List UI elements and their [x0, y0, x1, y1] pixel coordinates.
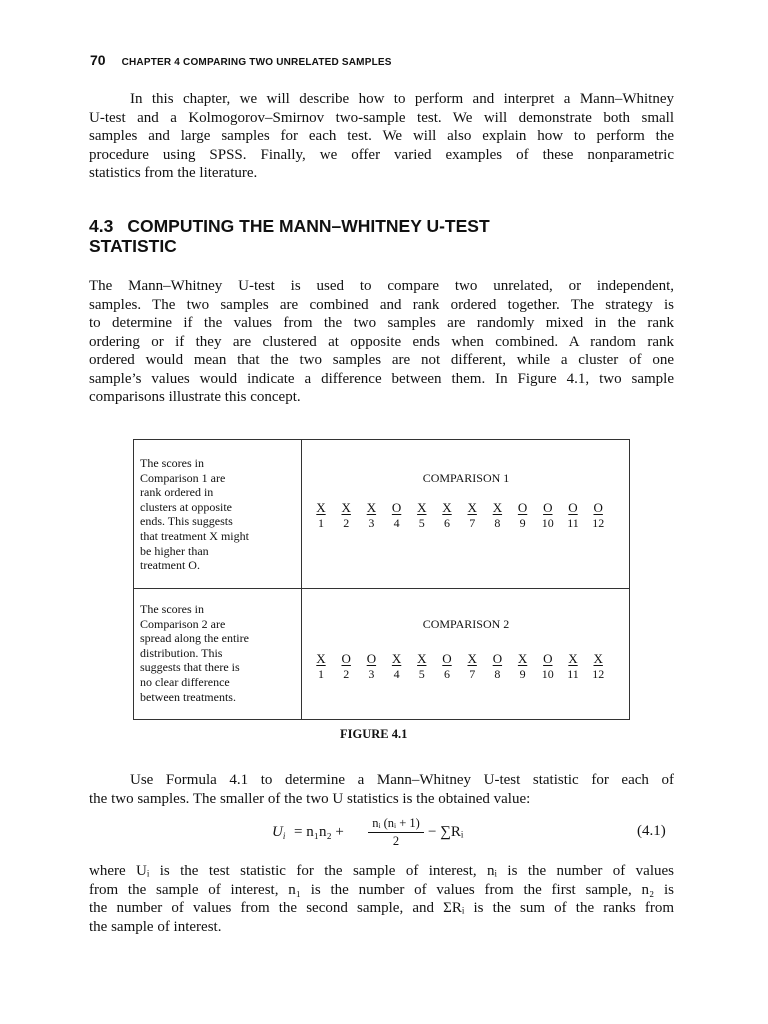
- treatment-mark: X: [366, 500, 377, 515]
- rank-number: 11: [567, 516, 579, 530]
- desc-line: no clear difference: [140, 674, 230, 689]
- desc-line: clusters at opposite: [140, 499, 232, 514]
- section-number: 4.3: [89, 216, 114, 236]
- treatment-mark: X: [593, 651, 603, 666]
- treatment-mark: O: [442, 651, 452, 666]
- equation-fraction: [368, 816, 424, 849]
- section-heading: [89, 216, 490, 256]
- desc-line: that treatment X might: [140, 528, 249, 543]
- rank-number: 2: [343, 667, 350, 681]
- rank-number: 11: [567, 667, 579, 681]
- intro-line: U-test and a Kolmogorov–Smirnov two-sample test. We will demonstrate both small: [89, 109, 674, 126]
- definition-paragraph: [89, 862, 674, 936]
- treatment-mark: X: [442, 500, 452, 515]
- intro-line: procedure using SPSS. Finally, we offer varied examples of these nonparametric: [89, 146, 674, 163]
- rank-number: 3: [368, 516, 375, 530]
- comparison-1-title: COMPARISON 1: [422, 471, 510, 485]
- treatment-mark: O: [543, 651, 553, 666]
- formula-paragraph: [89, 771, 674, 808]
- rank-number: 3: [368, 667, 375, 681]
- equation-lhs-symbol: U: [272, 824, 283, 840]
- rank-number: 7: [469, 667, 476, 681]
- rank-number: 5: [418, 516, 425, 530]
- desc-line: suggests that there is: [140, 660, 240, 675]
- treatment-mark: O: [568, 500, 578, 515]
- body-line: comparisons illustrate this concept.: [89, 389, 301, 405]
- page-number: 70: [90, 52, 106, 68]
- equation-number: (4.1): [637, 823, 666, 839]
- treatment-mark: O: [366, 651, 377, 666]
- desc-line: treatment O.: [140, 558, 200, 573]
- comparison-1-row: [134, 440, 629, 589]
- treatment-mark: X: [467, 500, 477, 515]
- treatment-mark: O: [593, 500, 603, 515]
- rank-number: 10: [541, 516, 554, 530]
- rank-number: 10: [541, 667, 554, 681]
- equation-sum-term: − ∑Rᵢ: [428, 824, 464, 840]
- desc-line: rank ordered in: [140, 485, 214, 500]
- rank-number: 12: [592, 667, 605, 681]
- rank-number: 7: [469, 516, 476, 530]
- treatment-mark: X: [517, 651, 528, 666]
- treatment-mark: X: [417, 651, 427, 666]
- rank-number: 4: [393, 667, 400, 681]
- comparison-2-description: [140, 602, 296, 704]
- body-line: sample’s values would indicate a difference between them. In Figure 4.1, two sample: [89, 370, 674, 387]
- treatment-mark: X: [316, 651, 326, 666]
- section-title-line1: COMPUTING THE MANN–WHITNEY U-TEST: [127, 216, 490, 236]
- desc-line: The scores in: [140, 602, 204, 616]
- treatment-mark: X: [391, 651, 402, 666]
- treatment-mark: O: [391, 500, 402, 515]
- desc-line: spread along the entire: [140, 631, 249, 646]
- running-head: CHAPTER 4 COMPARING TWO UNRELATED SAMPLES: [121, 57, 392, 68]
- treatment-mark: O: [517, 500, 528, 515]
- fraction-numerator: nᵢ (nᵢ + 1): [368, 816, 424, 833]
- intro-paragraph: [89, 90, 674, 183]
- treatment-mark: O: [543, 500, 553, 515]
- treatment-mark: O: [492, 651, 503, 666]
- definition-line: the number of values from the second sample, and ΣRᵢ is the sum of the ranks from: [89, 900, 674, 916]
- treatment-mark: X: [341, 500, 351, 515]
- equation-lhs-subscript: i: [282, 831, 286, 841]
- rank-number: 4: [393, 516, 400, 530]
- equation-product-term: = n₁n₂ +: [294, 824, 344, 840]
- rank-number: 6: [444, 667, 450, 681]
- definition-line: the sample of interest.: [89, 918, 222, 935]
- figure-caption: FIGURE 4.1: [340, 727, 408, 741]
- treatment-mark: X: [467, 651, 477, 666]
- desc-line: distribution. This: [140, 645, 223, 660]
- page-header: [90, 52, 392, 70]
- comparison-2-title: COMPARISON 2: [422, 617, 510, 631]
- body-line: samples. The two samples are combined and rank ordered together. The strategy is: [89, 296, 674, 313]
- treatment-mark: X: [568, 651, 578, 666]
- desc-line: between treatments.: [140, 689, 236, 704]
- body-line: The Mann–Whitney U-test is used to compare two unrelated, or independent,: [89, 278, 674, 294]
- treatment-mark: X: [492, 500, 503, 515]
- treatment-mark: X: [316, 500, 326, 515]
- rank-number: 12: [592, 516, 605, 530]
- rank-number: 1: [318, 667, 324, 681]
- rank-number: 9: [519, 516, 526, 530]
- formula-line: the two samples. The smaller of the two U statistics is the obtained value:: [89, 790, 531, 807]
- desc-line: The scores in: [140, 456, 204, 470]
- treatment-mark: X: [417, 500, 427, 515]
- body-paragraph: [89, 277, 674, 407]
- body-line: ordered would mean that the two samples are not different, while a cluster of one: [89, 352, 674, 368]
- desc-line: Comparison 1 are: [140, 470, 226, 485]
- definition-line: where Uᵢ is the test statistic for the sample of interest, nᵢ is the number of values: [89, 863, 674, 879]
- desc-line: ends. This suggests: [140, 514, 233, 529]
- treatment-mark: O: [341, 651, 351, 666]
- intro-line: samples and large samples for each test. We will also explain how to perform the: [89, 128, 674, 144]
- figure-4-1: [133, 439, 630, 720]
- body-line: to determine if the values from the two samples are randomly mixed in the rank: [89, 315, 674, 331]
- equation-lhs: [272, 824, 285, 841]
- body-line: ordering or if they are clustered at opposite ends when combined. A random rank: [89, 333, 674, 350]
- comparison-1-panel: [302, 440, 630, 588]
- comparison-1-description: [140, 456, 296, 573]
- rank-number: 1: [318, 516, 324, 530]
- rank-number: 5: [418, 667, 425, 681]
- comparison-2-row: [134, 588, 629, 719]
- rank-number: 8: [494, 667, 501, 681]
- definition-line: from the sample of interest, n₁ is the number of values from the first sample, n₂ is: [89, 881, 674, 898]
- rank-number: 8: [494, 516, 501, 530]
- fraction-denominator: 2: [392, 834, 400, 848]
- intro-line: In this chapter, we will describe how to perform and interpret a Mann–Whitney: [130, 91, 674, 107]
- formula-line: Use Formula 4.1 to determine a Mann–Whitney U-test statistic for each of: [130, 772, 674, 788]
- rank-number: 2: [343, 516, 350, 530]
- desc-line: be higher than: [140, 543, 209, 558]
- desc-line: Comparison 2 are: [140, 616, 226, 631]
- intro-line: statistics from the literature.: [89, 165, 258, 181]
- rank-number: 6: [444, 516, 450, 530]
- section-title-line2: STATISTIC: [89, 236, 177, 256]
- rank-number: 9: [519, 667, 526, 681]
- comparison-2-panel: [302, 588, 630, 719]
